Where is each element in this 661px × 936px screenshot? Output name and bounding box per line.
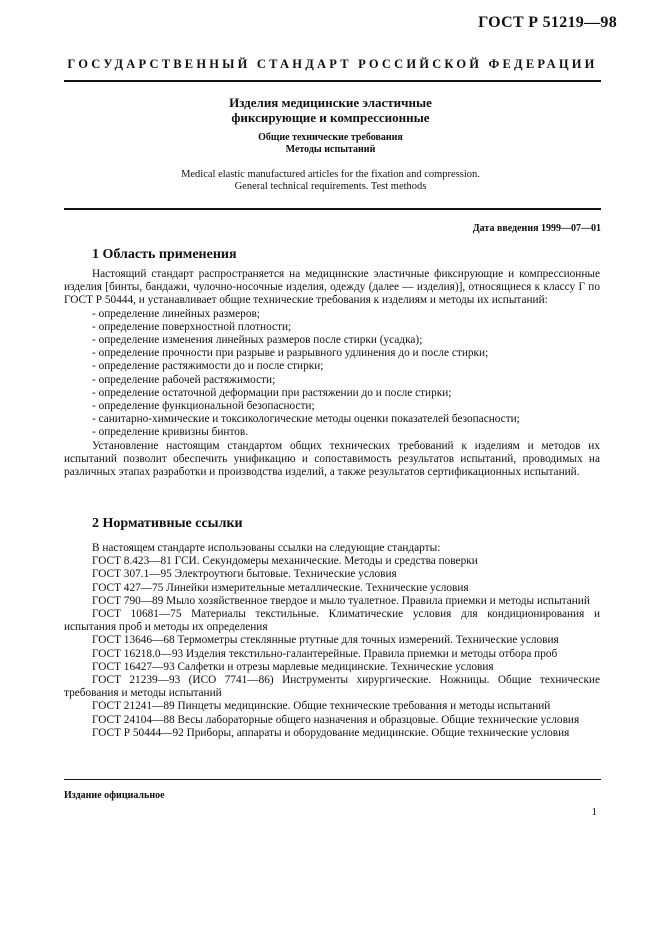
section-1-intro: Настоящий стандарт распространяется на медицинские эластичные фиксирующие и компрессионные изделия [бинты, бандажи, чулочно-носочные изделия, одежду (далее — изделия)], относящиеся к классу Г по ГОСТ Р 50444, и устанавливает общие технические требования к изделиям и методы их испытаний: (64, 268, 600, 307)
list-item: - определение линейных размеров; (92, 308, 600, 321)
list-item: - определение прочности при разрыве и разрывного удлинения до и после стирки; (92, 347, 600, 360)
methods-list (64, 308, 600, 440)
reference-item: ГОСТ 790—89 Мыло хозяйственное твердое и мыло туалетное. Правила приемки и методы испытаний (92, 594, 590, 607)
section-2-intro: В настоящем стандарте использованы ссылки на следующие стандарты: (92, 542, 441, 554)
subtitle-line-1: Общие технические требования (258, 132, 403, 143)
top-divider (64, 80, 601, 82)
footer-divider (64, 779, 601, 780)
english-title-line-2: General technical requirements. Test methods (234, 181, 427, 192)
reference-item: ГОСТ 16218.0—93 Изделия текстильно-галантерейные. Правила приемки и методы отбора проб (92, 647, 558, 660)
official-edition-label: Издание официальное (64, 790, 165, 801)
section-2-heading: 2 Нормативные ссылки (92, 516, 243, 531)
page-number: 1 (591, 806, 597, 818)
title-line-2: фиксирующие и компрессионные (231, 110, 430, 125)
reference-item: ГОСТ 427—75 Линейки измерительные металлические. Технические условия (92, 581, 469, 594)
list-item: - определение остаточной деформации при растяжении до и после стирки; (92, 387, 600, 400)
reference-item: ГОСТ 8.423—81 ГСИ. Секундомеры механические. Методы и средства поверки (92, 555, 478, 568)
title-divider (64, 208, 601, 210)
state-standard-banner: ГОСУДАРСТВЕННЫЙ СТАНДАРТ РОССИЙСКОЙ ФЕДЕРАЦИИ (67, 57, 598, 71)
reference-item: ГОСТ Р 50444—92 Приборы, аппараты и оборудование медицинские. Общие технические условия (92, 726, 570, 739)
document-subtitle (0, 132, 661, 156)
list-item: - определение изменения линейных размеров после стирки (усадка); (92, 334, 600, 347)
list-item: - определение функциональной безопасности; (92, 400, 600, 413)
list-item: - санитарно-химические и токсикологические методы оценки показателей безопасности; (92, 413, 600, 426)
document-title (0, 95, 661, 125)
title-line-1: Изделия медицинские эластичные (229, 95, 432, 110)
list-item: - определение поверхностной плотности; (92, 321, 600, 334)
english-title-line-1: Medical elastic manufactured articles for the fixation and compression. (181, 169, 480, 180)
gost-number: ГОСТ Р 51219—98 (478, 14, 617, 31)
reference-item: ГОСТ 10681—75 Материалы текстильные. Климатические условия для кондиционирования и испытания проб и методы их определения (64, 608, 600, 634)
list-item: - определение растяжимости до и после стирки; (92, 360, 600, 373)
reference-item: ГОСТ 21241—89 Пинцеты медицинские. Общие технические требования и методы испытаний (92, 700, 551, 713)
reference-item: ГОСТ 21239—93 (ИСО 7741—86) Инструменты хирургические. Ножницы. Общие технические требования и методы испытаний (64, 674, 600, 700)
reference-item: ГОСТ 13646—68 Термометры стеклянные ртутные для точных измерений. Технические условия (92, 634, 559, 647)
introduction-date: Дата введения 1999—07—01 (472, 223, 601, 234)
section-1-heading: 1 Область применения (92, 247, 237, 262)
list-item: - определение рабочей растяжимости; (92, 374, 600, 387)
list-item: - определение кривизны бинтов. (92, 426, 600, 439)
reference-item: ГОСТ 307.1—95 Электроутюги бытовые. Технические условия (92, 568, 397, 581)
reference-item: ГОСТ 16427—93 Салфетки и отрезы марлевые медицинские. Технические условия (92, 660, 494, 673)
section-2-body (64, 542, 600, 740)
english-title (0, 169, 661, 193)
section-1-closing: Установление настоящим стандартом общих технических требований к изделиям и методов их испытаний позволит обеспечить унификацию и сопоставимость результатов испытаний, проводимых на различных этапах разработки и производства изделий, а также результатов сертификационных испытаний. (64, 439, 600, 479)
section-1-body (64, 268, 600, 479)
reference-item: ГОСТ 24104—88 Весы лабораторные общего назначения и образцовые. Общие технические условия (92, 713, 580, 726)
subtitle-line-2: Методы испытаний (285, 144, 376, 155)
